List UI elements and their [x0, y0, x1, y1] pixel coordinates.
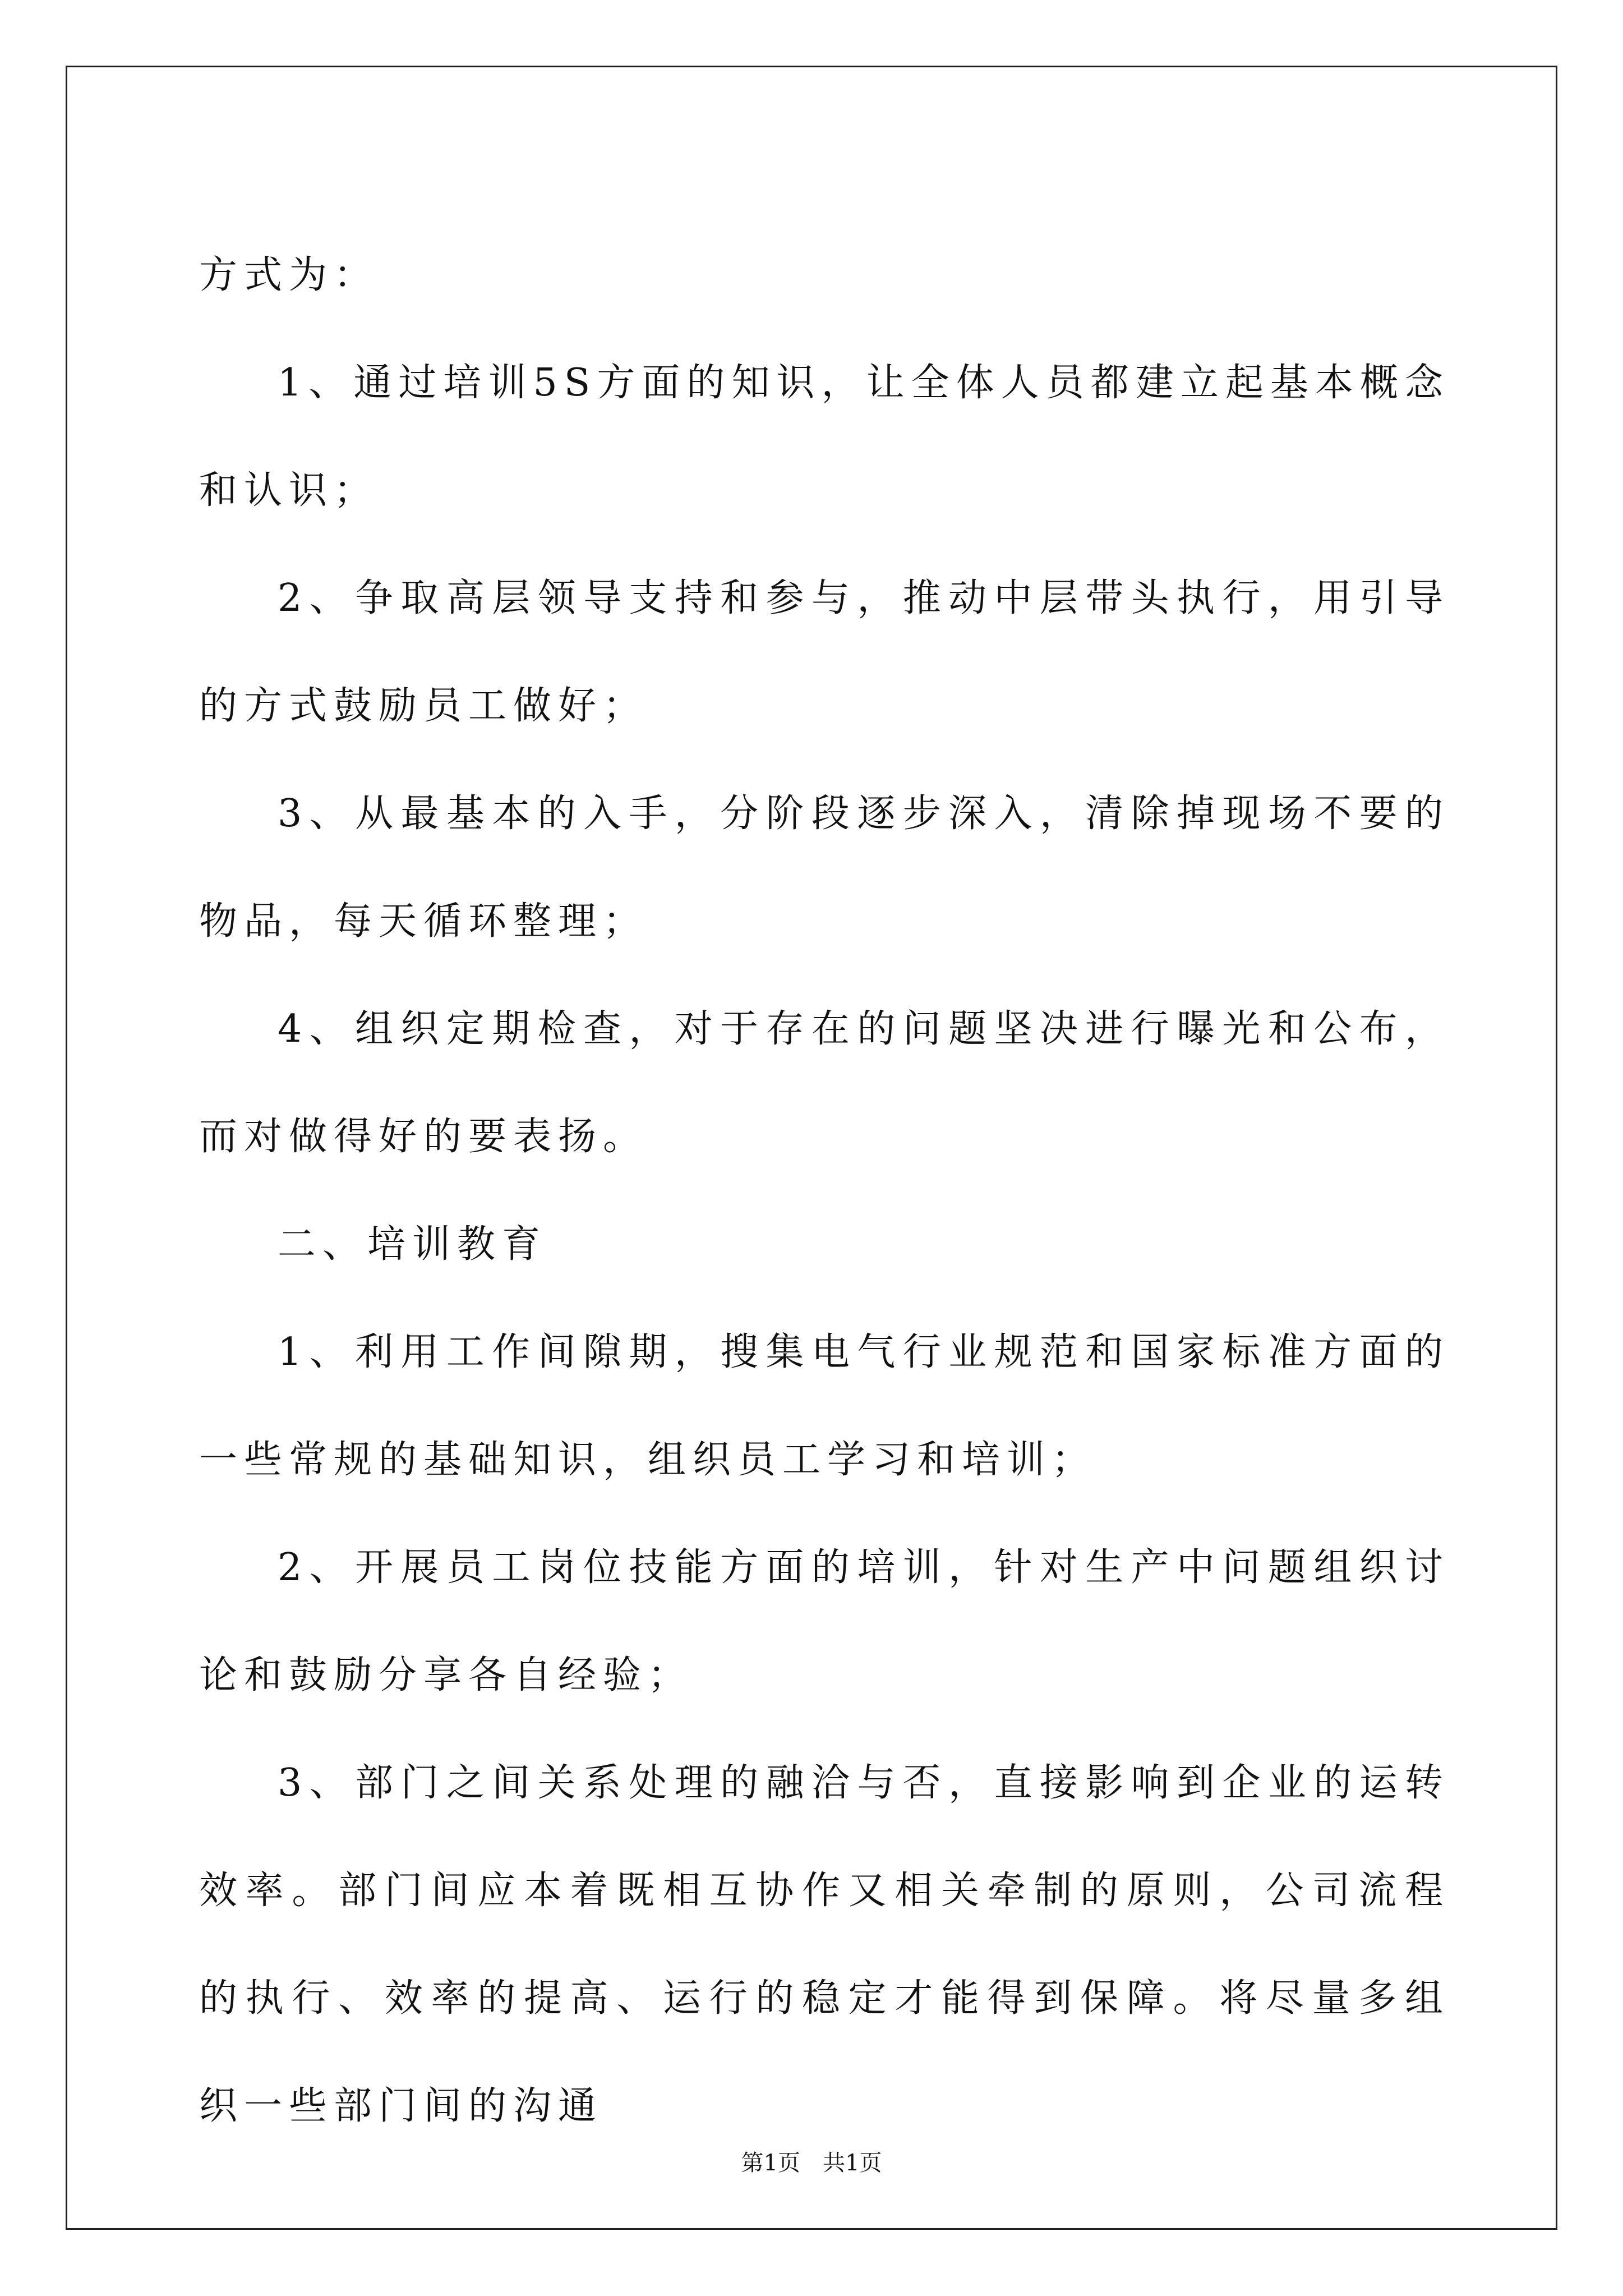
paragraph-item-2: 2、争取高层领导支持和参与，推动中层带头执行，用引导的方式鼓励员工做好； — [199, 576, 1450, 728]
paragraph-item-1: 1、通过培训5S方面的知识，让全体人员都建立起基本概念和认识； — [199, 361, 1450, 513]
page-number-footer: 第1页 共1页 — [741, 2150, 882, 2176]
document-body — [199, 222, 1450, 2160]
section-heading-training: 二、培训教育 — [278, 1222, 547, 1267]
paragraph-training-3: 3、部门之间关系处理的融洽与否，直接影响到企业的运转效率。部门间应本着既相互协作又相关牵制的原则，公司流程的执行、效率的提高、运行的稳定才能得到保障。将尽量多组织一些部门间的沟通 — [199, 1761, 1450, 2128]
paragraph-item-3: 3、从最基本的入手，分阶段逐步深入，清除掉现场不要的物品，每天循环整理； — [199, 792, 1450, 944]
paragraph-item-4: 4、组织定期检查，对于存在的问题坚决进行曝光和公布，而对做得好的要表扬。 — [199, 1007, 1450, 1159]
paragraph-training-1: 1、利用工作间隙期，搜集电气行业规范和国家标准方面的一些常规的基础知识，组织员工学习和培训； — [199, 1330, 1450, 1482]
paragraph-training-2: 2、开展员工岗位技能方面的培训，针对生产中问题组织讨论和鼓励分享各自经验； — [199, 1545, 1450, 1697]
paragraph-continuation: 方式为： — [199, 253, 379, 297]
